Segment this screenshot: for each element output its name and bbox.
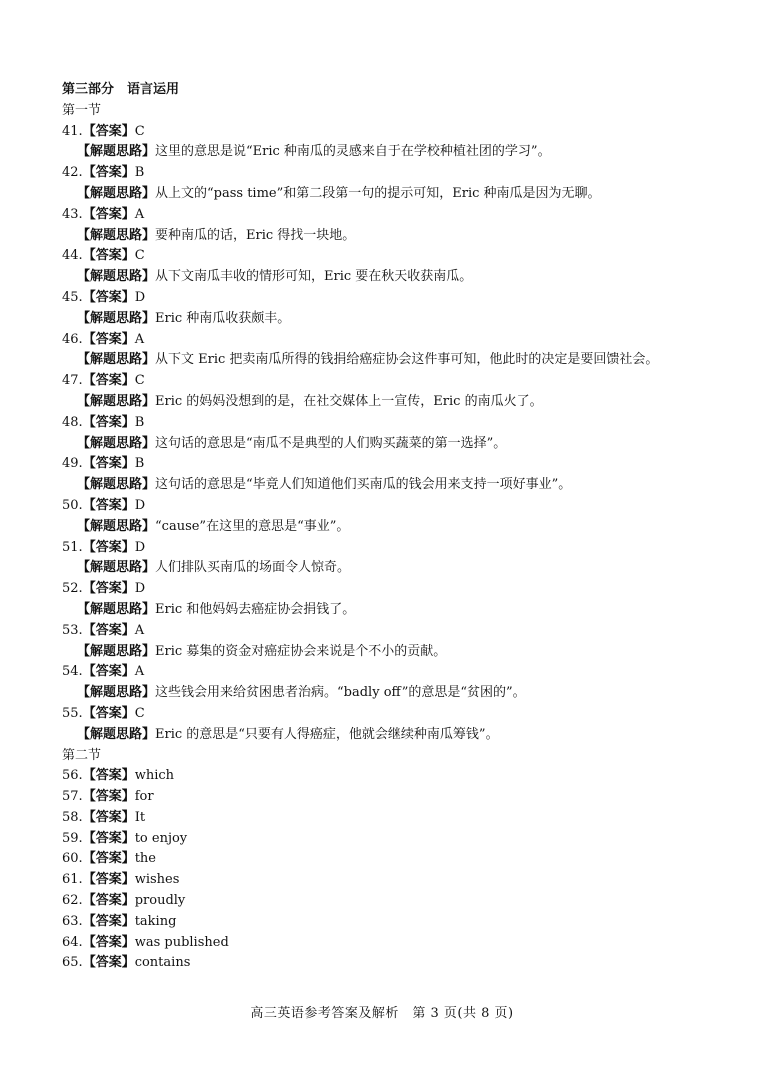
explanation-text: 要种南瓜的话，Eric 得找一块地。 [155,227,356,243]
answer-tag: 【答案】 [82,373,135,389]
answer-line [62,538,712,559]
answer-value: B [134,456,145,472]
question-number: 57. [62,789,83,805]
question-number: 64. [62,934,83,950]
part1-title: 第一节 [62,102,102,118]
answer-value: A [134,206,145,222]
answer-tag: 【答案】 [82,581,135,597]
answer-value: which [134,768,175,784]
question-number: 51. [62,539,83,555]
explanation-text: 这句话的意思是“南瓜不是典型的人们购买蔬菜的第一选择”。 [155,435,507,451]
answer-line [62,662,712,683]
explanation-line [62,142,717,163]
explanation-line [62,434,717,455]
explanation-text: Eric 的意思是“只要有人得癌症，他就会继续种南瓜筹钱”。 [155,726,499,742]
answer-line [62,413,712,434]
question-number: 47. [62,373,83,389]
answer-line [62,933,712,954]
answer-value: A [134,331,145,347]
part2-list [62,766,712,974]
explanation-tag: 【解题思路】 [77,435,156,451]
question-number: 44. [62,248,83,264]
question-number: 62. [62,893,83,909]
answer-line [62,870,712,891]
explanation-tag: 【解题思路】 [77,726,156,742]
answer-line [62,330,712,351]
question-number: 54. [62,664,83,680]
answer-line [62,454,712,475]
answer-value: It [134,809,146,825]
explanation-tag: 【解题思路】 [77,144,156,160]
answer-value: B [134,165,145,181]
explanation-tag: 【解题思路】 [77,393,156,409]
explanation-line [62,226,717,247]
explanation-line [62,309,717,330]
answer-tag: 【答案】 [82,809,135,825]
answer-tag: 【答案】 [82,830,135,846]
explanation-line [62,392,717,413]
question-number: 61. [62,872,83,888]
explanation-text: 从上文的“pass time”和第二段第一句的提示可知，Eric 种南瓜是因为无聊。 [155,185,601,201]
answer-value: A [134,664,145,680]
answer-value: C [134,705,145,721]
explanation-tag: 【解题思路】 [77,185,156,201]
answer-line [62,246,712,267]
explanation-tag: 【解题思路】 [77,643,156,659]
question-number: 53. [62,622,83,638]
answer-value: D [134,539,146,555]
answer-line [62,891,712,912]
answer-line [62,829,712,850]
explanation-line [62,184,717,205]
section-title: 第三部分 语言运用 [62,82,180,97]
part2-title: 第二节 [62,747,102,763]
answer-tag: 【答案】 [82,248,135,264]
answer-line [62,912,712,933]
explanation-tag: 【解题思路】 [77,477,156,493]
answer-line [62,787,712,808]
explanation-line [62,517,717,538]
question-number: 63. [62,913,83,929]
answer-line [62,122,712,143]
answer-line [62,288,712,309]
answer-line [62,496,712,517]
answer-value: D [134,581,146,597]
question-number: 48. [62,414,83,430]
answer-tag: 【答案】 [82,913,135,929]
answer-tag: 【答案】 [82,934,135,950]
explanation-line [62,558,717,579]
answer-value: B [134,414,145,430]
answer-value: the [134,851,156,867]
answer-line [62,808,712,829]
explanation-text: Eric 和他妈妈去癌症协会捐钱了。 [155,601,356,617]
answer-tag: 【答案】 [82,664,135,680]
explanation-line [62,642,717,663]
explanation-text: 这句话的意思是“毕竟人们知道他们买南瓜的钱会用来支持一项好事业”。 [155,477,572,493]
answer-tag: 【答案】 [82,851,135,867]
question-number: 52. [62,581,83,597]
explanation-line [62,683,717,704]
explanation-text: “cause”在这里的意思是“事业”。 [155,518,350,534]
question-number: 45. [62,289,83,305]
question-number: 55. [62,705,83,721]
answer-line [62,205,712,226]
question-number: 42. [62,165,83,181]
answer-tag: 【答案】 [82,414,135,430]
explanation-tag: 【解题思路】 [77,518,156,534]
answer-value: for [134,789,154,805]
part1-list [62,122,712,746]
question-number: 58. [62,809,83,825]
answer-line [62,163,712,184]
answer-tag: 【答案】 [82,872,135,888]
explanation-tag: 【解题思路】 [77,269,156,285]
answer-value: proudly [134,893,186,909]
explanation-tag: 【解题思路】 [77,227,156,243]
answer-tag: 【答案】 [82,893,135,909]
answer-value: C [134,123,145,139]
page-footer: 高三英语参考答案及解析 第 3 页(共 8 页) [250,1006,514,1021]
answer-value: contains [134,955,191,971]
answer-tag: 【答案】 [82,497,135,513]
answer-value: to enjoy [134,830,188,846]
answer-value: taking [134,913,177,929]
answer-line [62,621,712,642]
answer-tag: 【答案】 [82,206,135,222]
answer-line [62,849,712,870]
answer-tag: 【答案】 [82,789,135,805]
explanation-tag: 【解题思路】 [77,685,156,701]
explanation-text: 人们排队买南瓜的场面令人惊奇。 [155,560,351,576]
answer-page [62,80,712,974]
question-number: 41. [62,123,83,139]
question-number: 60. [62,851,83,867]
explanation-text: Eric 的妈妈没想到的是，在社交媒体上一宣传，Eric 的南瓜火了。 [155,393,543,409]
explanation-text: Eric 募集的资金对癌症协会来说是个不小的贡献。 [155,643,447,659]
question-number: 65. [62,955,83,971]
explanation-text: 这里的意思是说“Eric 种南瓜的灵感来自于在学校种植社团的学习”。 [155,144,551,160]
answer-value: was published [134,934,229,950]
question-number: 56. [62,768,83,784]
question-number: 43. [62,206,83,222]
explanation-line [62,725,717,746]
explanation-text: 从下文南瓜丰收的情形可知，Eric 要在秋天收获南瓜。 [155,269,473,285]
question-number: 59. [62,830,83,846]
answer-tag: 【答案】 [82,123,135,139]
answer-value: C [134,373,145,389]
explanation-line [62,600,717,621]
answer-tag: 【答案】 [82,456,135,472]
explanation-tag: 【解题思路】 [77,310,156,326]
explanation-line [62,475,717,496]
answer-tag: 【答案】 [82,539,135,555]
explanation-tag: 【解题思路】 [77,352,156,368]
answer-value: A [134,622,145,638]
question-number: 50. [62,497,83,513]
answer-value: wishes [134,872,180,888]
explanation-text: 这些钱会用来给贫困患者治病。“badly off”的意思是“贫困的”。 [155,685,526,701]
explanation-text: Eric 种南瓜收获颇丰。 [155,310,291,326]
answer-value: D [134,289,146,305]
answer-value: D [134,497,146,513]
answer-line [62,371,712,392]
explanation-line [62,350,717,371]
answer-tag: 【答案】 [82,289,135,305]
answer-tag: 【答案】 [82,768,135,784]
answer-tag: 【答案】 [82,165,135,181]
answer-value: C [134,248,145,264]
explanation-tag: 【解题思路】 [77,601,156,617]
explanation-tag: 【解题思路】 [77,560,156,576]
answer-tag: 【答案】 [82,955,135,971]
answer-line [62,953,712,974]
answer-tag: 【答案】 [82,705,135,721]
explanation-text: 从下文 Eric 把卖南瓜所得的钱捐给癌症协会这件事可知，他此时的决定是要回馈社会。 [155,352,659,368]
explanation-line [62,267,717,288]
answer-tag: 【答案】 [82,331,135,347]
answer-line [62,579,712,600]
question-number: 46. [62,331,83,347]
answer-line [62,766,712,787]
answer-line [62,704,712,725]
question-number: 49. [62,456,83,472]
answer-tag: 【答案】 [82,622,135,638]
